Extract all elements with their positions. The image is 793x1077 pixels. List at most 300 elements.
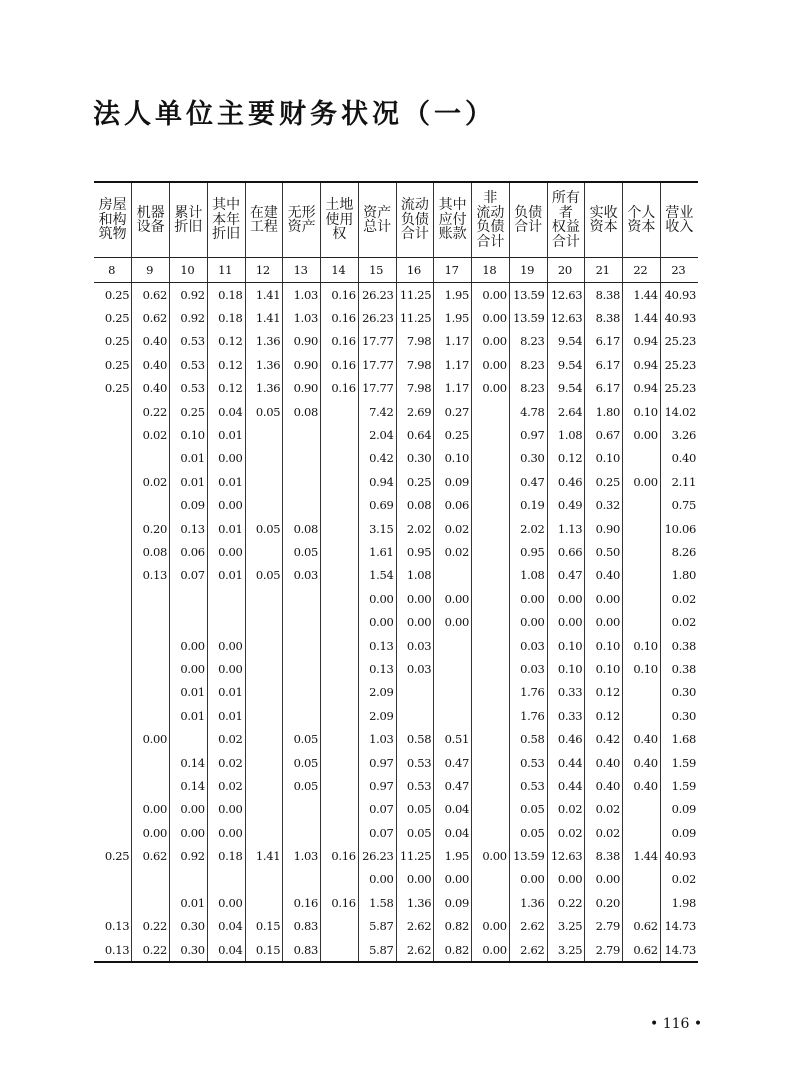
- table-cell: [623, 540, 661, 563]
- table-cell: 0.95: [509, 540, 547, 563]
- table-cell: 0.66: [547, 540, 585, 563]
- table-cell: 0.46: [547, 727, 585, 750]
- column-header: [396, 182, 434, 258]
- table-cell: [472, 400, 510, 423]
- table-cell: [245, 868, 283, 891]
- table-cell: 0.10: [547, 634, 585, 657]
- table-cell: [245, 470, 283, 493]
- table-cell: 0.01: [170, 447, 208, 470]
- table-cell: 0.00: [472, 844, 510, 867]
- table-cell: 0.12: [547, 447, 585, 470]
- table-cell: 0.00: [170, 657, 208, 680]
- table-cell: 0.13: [170, 517, 208, 540]
- table-cell: [623, 517, 661, 540]
- table-cell: 0.06: [434, 494, 472, 517]
- table-cell: [623, 798, 661, 821]
- table-cell: 1.44: [623, 844, 661, 867]
- table-cell: 0.42: [585, 727, 623, 750]
- table-cell: 0.03: [396, 657, 434, 680]
- table-cell: 0.00: [585, 868, 623, 891]
- table-cell: 12.63: [547, 283, 585, 307]
- table-cell: 0.00: [547, 587, 585, 610]
- table-cell: 0.97: [509, 423, 547, 446]
- table-cell: 5.87: [358, 938, 396, 962]
- table-cell: 3.15: [358, 517, 396, 540]
- table-cell: 0.02: [547, 798, 585, 821]
- table-cell: 0.38: [660, 634, 698, 657]
- table-cell: 9.54: [547, 377, 585, 400]
- table-cell: 0.08: [283, 400, 321, 423]
- table-cell: [94, 423, 132, 446]
- table-cell: 2.04: [358, 423, 396, 446]
- table-cell: 2.62: [396, 938, 434, 962]
- table-cell: 0.00: [472, 377, 510, 400]
- column-header-line: 资本: [627, 219, 656, 235]
- table-cell: 0.03: [396, 634, 434, 657]
- table-cell: 0.20: [585, 891, 623, 914]
- table-cell: 0.03: [509, 634, 547, 657]
- table-cell: 1.13: [547, 517, 585, 540]
- table-cell: 0.01: [207, 470, 245, 493]
- table-cell: 0.13: [358, 634, 396, 657]
- table-cell: [434, 681, 472, 704]
- table-cell: [132, 751, 170, 774]
- table-cell: 0.05: [245, 517, 283, 540]
- table-cell: 0.16: [321, 377, 359, 400]
- table-cell: 0.05: [396, 798, 434, 821]
- table-cell: 0.25: [104, 287, 130, 302]
- table-row: [94, 821, 698, 844]
- table-cell: 0.27: [434, 400, 472, 423]
- table-cell: 0.00: [472, 283, 510, 307]
- table-row: [94, 798, 698, 821]
- table-cell: 0.09: [660, 798, 698, 821]
- table-cell: 0.05: [245, 400, 283, 423]
- table-cell: 0.30: [660, 704, 698, 727]
- table-cell: 0.95: [396, 540, 434, 563]
- column-header: [170, 182, 208, 258]
- table-cell: [283, 587, 321, 610]
- table-row: [94, 915, 698, 938]
- table-row: [94, 587, 698, 610]
- table-cell: [321, 447, 359, 470]
- table-cell: 0.53: [396, 774, 434, 797]
- table-cell: 0.62: [132, 283, 170, 307]
- table-cell: 0.13: [94, 938, 132, 962]
- column-number: 13: [283, 258, 321, 283]
- table-cell: [283, 868, 321, 891]
- table-cell: 0.00: [396, 587, 434, 610]
- table-cell: [472, 470, 510, 493]
- table-cell: [207, 587, 245, 610]
- table-cell: [434, 704, 472, 727]
- table-cell: 0.30: [660, 681, 698, 704]
- table-cell: 0.90: [283, 377, 321, 400]
- table-cell: 1.17: [434, 377, 472, 400]
- column-header-line: 筑物: [98, 226, 127, 243]
- table-cell: 0.53: [170, 353, 208, 376]
- table-cell: 2.64: [547, 400, 585, 423]
- table-cell: 0.05: [396, 821, 434, 844]
- table-cell: 1.36: [245, 377, 283, 400]
- table-cell: 0.22: [132, 915, 170, 938]
- table-cell: [283, 657, 321, 680]
- table-cell: [170, 587, 208, 610]
- table-cell: 0.04: [207, 915, 245, 938]
- table-cell: 6.17: [585, 377, 623, 400]
- table-cell: 7.98: [396, 330, 434, 353]
- table-cell: 0.83: [283, 938, 321, 962]
- column-header: [472, 182, 510, 258]
- table-cell: [321, 868, 359, 891]
- table-cell: [321, 400, 359, 423]
- table-cell: [132, 610, 170, 633]
- table-cell: 0.01: [170, 681, 208, 704]
- table-cell: [94, 634, 132, 657]
- table-cell: 0.00: [434, 610, 472, 633]
- table-row: [94, 330, 698, 353]
- table-cell: 0.42: [358, 447, 396, 470]
- table-cell: 0.13: [132, 564, 170, 587]
- table-cell: [623, 610, 661, 633]
- table-row: [94, 447, 698, 470]
- table-cell: [321, 517, 359, 540]
- table-cell: 0.00: [585, 587, 623, 610]
- table-cell: [283, 447, 321, 470]
- table-cell: 0.46: [547, 470, 585, 493]
- table-cell: 0.40: [132, 330, 170, 353]
- table-cell: 0.04: [207, 400, 245, 423]
- column-header-line: 工程: [249, 219, 278, 235]
- table-cell: 8.23: [509, 353, 547, 376]
- table-cell: 0.25: [104, 357, 130, 372]
- table-cell: 0.92: [170, 283, 208, 307]
- table-cell: [623, 447, 661, 470]
- table-cell: 26.23: [358, 283, 396, 307]
- table-cell: 0.16: [283, 891, 321, 914]
- table-cell: 3.26: [660, 423, 698, 446]
- table-cell: 0.62: [132, 844, 170, 867]
- table-cell: 1.95: [434, 844, 472, 867]
- table-cell: 0.67: [585, 423, 623, 446]
- table-cell: 0.16: [321, 844, 359, 867]
- table-cell: 0.16: [321, 283, 359, 307]
- table-cell: [245, 798, 283, 821]
- table-cell: [434, 564, 472, 587]
- table-cell: 0.10: [585, 634, 623, 657]
- table-cell: 0.44: [547, 751, 585, 774]
- table-row: [94, 891, 698, 914]
- table-cell: 1.80: [660, 564, 698, 587]
- table-cell: 7.42: [358, 400, 396, 423]
- table-cell: 0.09: [434, 891, 472, 914]
- table-row: [94, 727, 698, 750]
- table-cell: [472, 657, 510, 680]
- table-cell: [245, 704, 283, 727]
- table-cell: 0.25: [396, 470, 434, 493]
- table-cell: [321, 470, 359, 493]
- table-cell: 0.16: [321, 306, 359, 329]
- table-cell: 6.17: [585, 330, 623, 353]
- table-cell: 0.00: [207, 634, 245, 657]
- table-cell: [94, 610, 132, 633]
- table-cell: [321, 587, 359, 610]
- column-number: 17: [434, 258, 472, 283]
- table-cell: 0.00: [547, 610, 585, 633]
- table-cell: [472, 868, 510, 891]
- column-number: 20: [547, 258, 585, 283]
- table-cell: 0.94: [623, 330, 661, 353]
- column-number: 19: [509, 258, 547, 283]
- column-header-line: 实收: [589, 204, 618, 221]
- table-cell: 0.02: [207, 727, 245, 750]
- table-cell: 1.08: [509, 564, 547, 587]
- table-cell: 1.41: [245, 844, 283, 867]
- column-header: [207, 182, 245, 258]
- column-header: [283, 182, 321, 258]
- table-cell: 0.00: [547, 868, 585, 891]
- table-cell: 0.02: [207, 774, 245, 797]
- table-cell: 2.62: [396, 915, 434, 938]
- table-cell: 2.09: [358, 704, 396, 727]
- column-header-line: 流动: [476, 204, 505, 221]
- column-header-line: 无形: [287, 204, 316, 221]
- table-cell: 0.08: [396, 494, 434, 517]
- header-row: [94, 182, 698, 258]
- table-cell: 0.01: [207, 517, 245, 540]
- table-cell: 0.00: [472, 306, 510, 329]
- table-cell: 0.40: [132, 377, 170, 400]
- column-header: [94, 182, 132, 258]
- table-cell: 0.32: [585, 494, 623, 517]
- table-cell: 0.18: [207, 844, 245, 867]
- table-cell: 0.01: [207, 681, 245, 704]
- table-cell: 0.00: [472, 353, 510, 376]
- table-cell: 0.53: [170, 377, 208, 400]
- table-cell: 13.59: [509, 306, 547, 329]
- table-cell: 2.02: [509, 517, 547, 540]
- column-number-row: [94, 258, 698, 283]
- table-cell: [94, 821, 132, 844]
- table-cell: 0.82: [434, 938, 472, 962]
- table-cell: 0.05: [509, 798, 547, 821]
- table-cell: 1.41: [245, 306, 283, 329]
- column-header-line: 所有: [551, 190, 580, 206]
- column-header-line: 权: [332, 226, 347, 243]
- table-cell: 0.69: [358, 494, 396, 517]
- table-cell: 14.02: [660, 400, 698, 423]
- table-cell: 1.54: [358, 564, 396, 587]
- table-cell: 0.75: [660, 494, 698, 517]
- table-cell: 0.12: [207, 353, 245, 376]
- table-cell: 0.00: [207, 798, 245, 821]
- table-cell: 0.25: [104, 334, 130, 349]
- table-cell: 0.10: [585, 657, 623, 680]
- column-header: [660, 182, 698, 258]
- table-cell: [94, 704, 132, 727]
- table-cell: 10.06: [660, 517, 698, 540]
- table-cell: [321, 727, 359, 750]
- table-cell: [472, 704, 510, 727]
- table-cell: [623, 681, 661, 704]
- table-cell: 40.93: [660, 844, 698, 867]
- table-row: [94, 938, 698, 962]
- table-cell: 0.02: [660, 610, 698, 633]
- column-header: [132, 182, 170, 258]
- financial-table: [94, 181, 698, 963]
- table-cell: [283, 704, 321, 727]
- column-header-line: 机器: [136, 204, 165, 221]
- table-cell: 40.93: [660, 306, 698, 329]
- table-cell: 1.03: [283, 306, 321, 329]
- table-cell: 0.92: [170, 844, 208, 867]
- table-cell: 0.00: [132, 727, 170, 750]
- table-cell: 0.01: [170, 891, 208, 914]
- column-header-line: 其中: [212, 197, 241, 214]
- table-cell: 0.05: [245, 564, 283, 587]
- table-cell: 0.40: [132, 353, 170, 376]
- table-cell: [623, 564, 661, 587]
- table-cell: 1.59: [660, 751, 698, 774]
- column-header-line: 合计: [476, 233, 505, 250]
- table-cell: 0.92: [170, 306, 208, 329]
- table-cell: [321, 774, 359, 797]
- table-cell: [94, 470, 132, 493]
- table-cell: 0.40: [660, 447, 698, 470]
- table-cell: [434, 657, 472, 680]
- table-cell: 40.93: [660, 283, 698, 307]
- table-cell: [472, 751, 510, 774]
- table-cell: [170, 727, 208, 750]
- table-cell: 26.23: [358, 844, 396, 867]
- table-cell: [321, 821, 359, 844]
- table-cell: 0.00: [358, 868, 396, 891]
- table-cell: 8.38: [585, 844, 623, 867]
- table-cell: 0.38: [660, 657, 698, 680]
- table-cell: 0.47: [547, 564, 585, 587]
- table-cell: 11.25: [396, 283, 434, 307]
- table-body: [94, 283, 698, 963]
- table-cell: 0.25: [104, 381, 130, 396]
- table-cell: [94, 517, 132, 540]
- column-header-line: 累计: [174, 204, 203, 221]
- table-cell: [132, 657, 170, 680]
- table-cell: [132, 587, 170, 610]
- table-cell: [321, 634, 359, 657]
- table-cell: 0.00: [509, 587, 547, 610]
- column-number: 11: [207, 258, 245, 283]
- table-cell: [132, 868, 170, 891]
- table-cell: 0.47: [434, 751, 472, 774]
- table-cell: [245, 657, 283, 680]
- table-cell: [472, 587, 510, 610]
- table-cell: 0.02: [132, 423, 170, 446]
- table-cell: [94, 400, 132, 423]
- column-header: [358, 182, 396, 258]
- table-cell: 0.09: [170, 494, 208, 517]
- table-cell: 0.22: [132, 938, 170, 962]
- table-cell: [283, 634, 321, 657]
- table-cell: 0.25: [104, 311, 130, 326]
- column-header-line: 非: [483, 190, 498, 206]
- column-header-line: 和构: [98, 211, 127, 228]
- table-cell: 25.23: [660, 377, 698, 400]
- table-cell: [472, 774, 510, 797]
- table-row: [94, 868, 698, 891]
- table-cell: 0.02: [547, 821, 585, 844]
- table-cell: 8.23: [509, 377, 547, 400]
- table-cell: 0.10: [623, 634, 661, 657]
- table-cell: 0.64: [396, 423, 434, 446]
- table-row: [94, 564, 698, 587]
- table-cell: 1.76: [509, 681, 547, 704]
- table-cell: 1.58: [358, 891, 396, 914]
- table-cell: 0.02: [434, 517, 472, 540]
- table-cell: 0.06: [170, 540, 208, 563]
- column-header-line: 本年: [212, 211, 241, 228]
- table-cell: 0.90: [283, 330, 321, 353]
- table-cell: 0.02: [207, 751, 245, 774]
- table-row: [94, 377, 698, 400]
- table-cell: 0.53: [396, 751, 434, 774]
- table-cell: 8.23: [509, 330, 547, 353]
- table-cell: [623, 494, 661, 517]
- column-header-line: 负债: [400, 211, 429, 228]
- table-cell: 6.17: [585, 353, 623, 376]
- table-cell: 1.36: [245, 330, 283, 353]
- table-cell: [245, 821, 283, 844]
- table-cell: 0.05: [283, 540, 321, 563]
- table-cell: [472, 727, 510, 750]
- table-cell: 17.77: [358, 330, 396, 353]
- table-cell: 0.02: [585, 821, 623, 844]
- table-cell: 0.14: [170, 774, 208, 797]
- table-cell: 1.36: [509, 891, 547, 914]
- table-cell: 0.00: [170, 798, 208, 821]
- table-cell: [283, 681, 321, 704]
- table-cell: [472, 798, 510, 821]
- table-cell: [245, 727, 283, 750]
- table-cell: 11.25: [396, 844, 434, 867]
- table-cell: [623, 891, 661, 914]
- table-cell: 1.44: [623, 306, 661, 329]
- table-cell: 12.63: [547, 306, 585, 329]
- table-cell: 0.94: [623, 377, 661, 400]
- column-header: [547, 182, 585, 258]
- table-cell: 0.04: [434, 821, 472, 844]
- column-header-line: 总计: [363, 219, 392, 235]
- table-cell: 0.30: [170, 915, 208, 938]
- table-cell: [283, 470, 321, 493]
- table-cell: 0.82: [434, 915, 472, 938]
- table-cell: 13.59: [509, 283, 547, 307]
- column-header: [509, 182, 547, 258]
- table-cell: 8.38: [585, 306, 623, 329]
- table-cell: 4.78: [509, 400, 547, 423]
- column-header: [434, 182, 472, 258]
- table-cell: 0.16: [321, 330, 359, 353]
- column-header-line: 营业: [665, 204, 694, 221]
- table-cell: 0.94: [623, 353, 661, 376]
- table-cell: 0.00: [472, 330, 510, 353]
- table-cell: 7.98: [396, 353, 434, 376]
- table-cell: 0.12: [207, 377, 245, 400]
- table-cell: [132, 891, 170, 914]
- table-cell: 0.19: [509, 494, 547, 517]
- table-cell: 0.03: [283, 564, 321, 587]
- table-cell: 0.40: [623, 751, 661, 774]
- table-cell: 0.00: [132, 821, 170, 844]
